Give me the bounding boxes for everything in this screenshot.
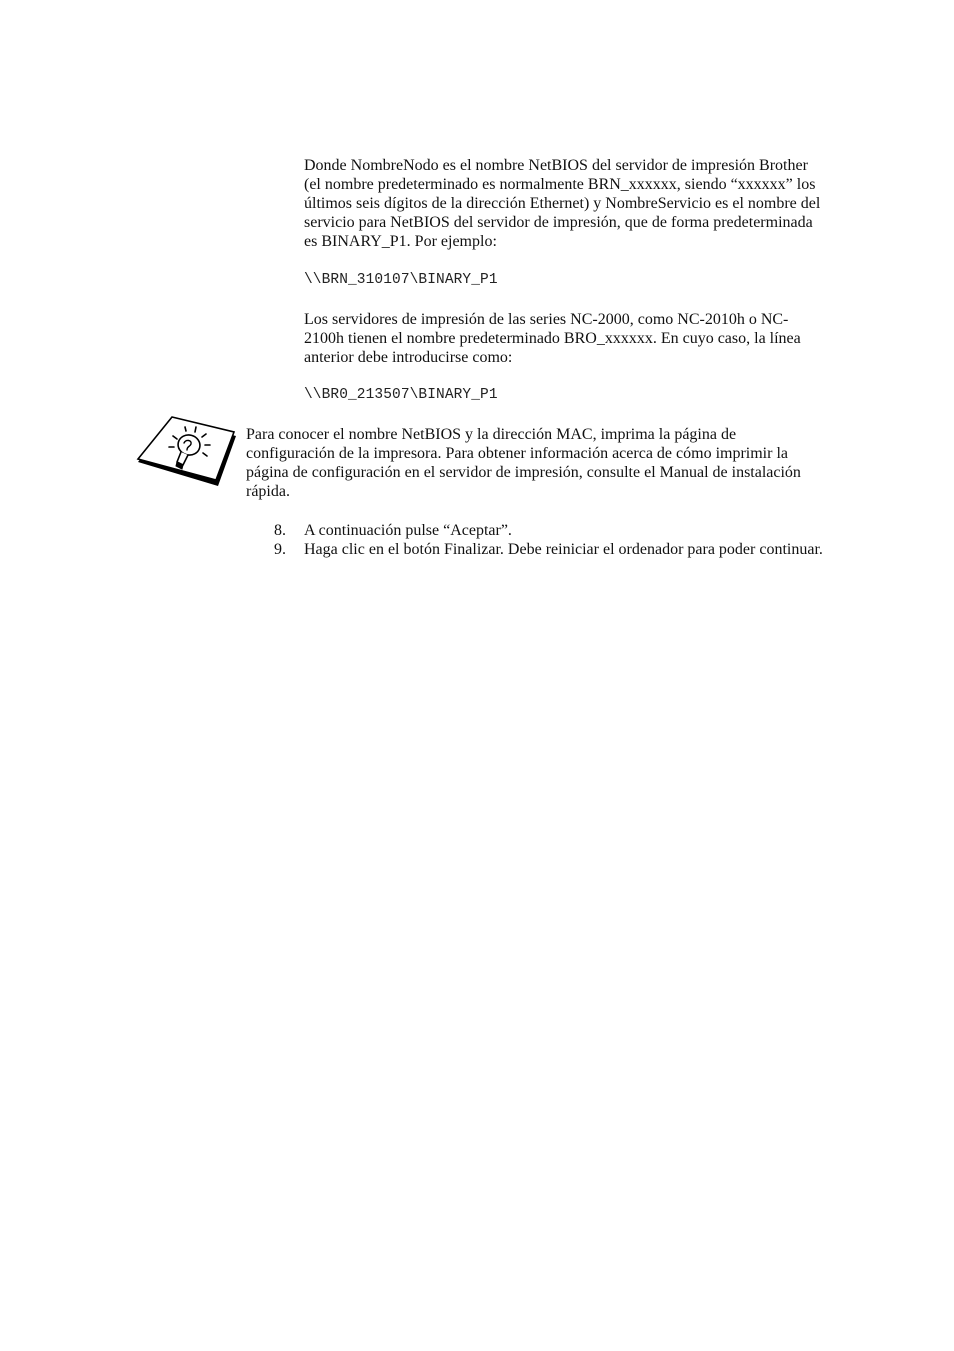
paragraph-netbios-description: Donde NombreNodo es el nombre NetBIOS del servidor de impresión Brother (el nombre predeterminado es normalmente BRN_xxxxxx, siendo “xxxxxx” los últimos seis dígitos de la dirección Ethernet) y NombreServicio es el nombre del servicio para NetBIOS del servidor de impresión, que de forma predeterminada es BINARY_P1. Por ejemplo: — [304, 157, 821, 250]
step-number: 9. — [274, 541, 286, 558]
code-example-bro: \\BR0_213507\BINARY_P1 — [304, 387, 498, 403]
steps-list — [274, 521, 834, 559]
lightbulb-note-icon — [136, 414, 236, 490]
list-item — [274, 521, 834, 540]
step-number: 8. — [274, 522, 286, 539]
step-text: A continuación pulse “Aceptar”. — [304, 522, 512, 539]
paragraph-nc2000-series: Los servidores de impresión de las series NC-2000, como NC-2010h o NC-2100h tienen el nombre predeterminado BRO_xxxxxx. En cuyo caso, la línea anterior debe introducirse como: — [304, 311, 801, 366]
tip-text: Para conocer el nombre NetBIOS y la dirección MAC, imprima la página de configuración de la impresora. Para obtener información acerca de cómo imprimir la página de configuración en el servidor de impresión, consulte el Manual de instalación rápida. — [246, 426, 801, 500]
code-example-brn: \\BRN_310107\BINARY_P1 — [304, 272, 498, 288]
list-item — [274, 540, 834, 559]
step-text: Haga clic en el botón Finalizar. Debe reiniciar el ordenador para poder continuar. — [304, 541, 823, 558]
